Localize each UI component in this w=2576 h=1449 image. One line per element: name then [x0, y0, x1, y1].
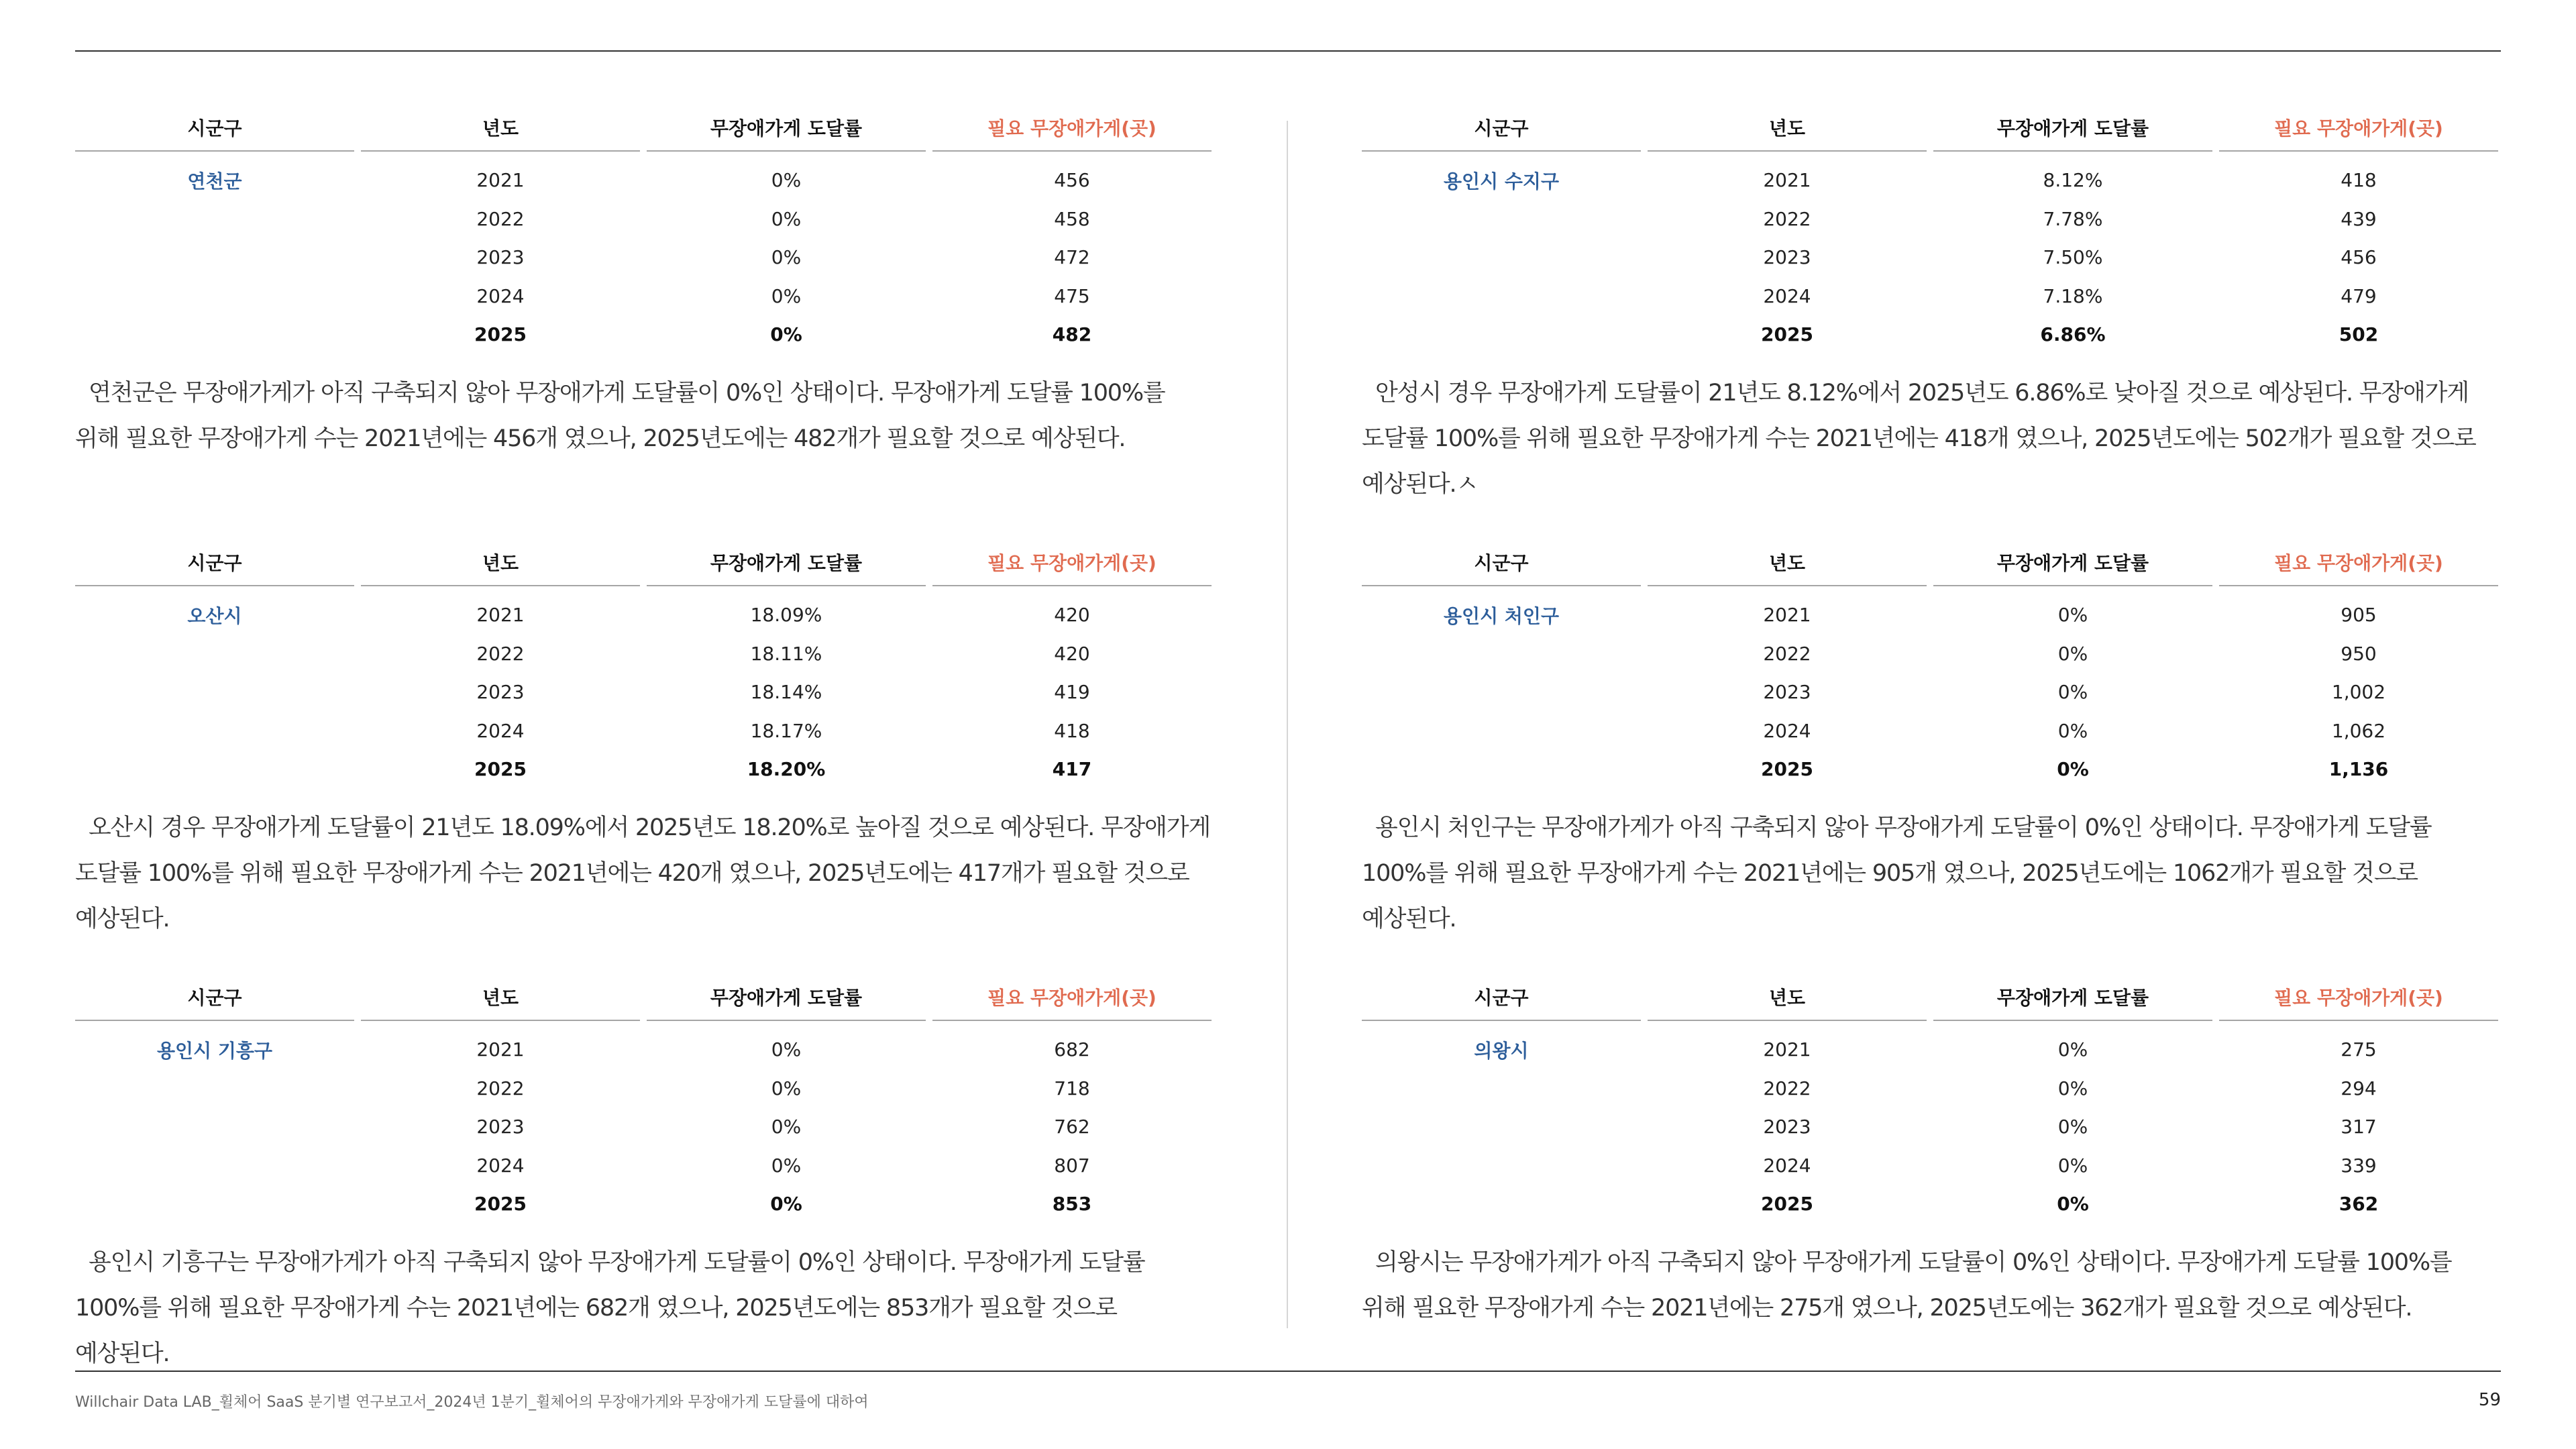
table-row — [75, 1108, 1214, 1146]
need-cell: 294 — [2341, 1077, 2377, 1099]
table-row-final — [1362, 315, 2501, 354]
rate-cell: 0% — [2057, 1077, 2088, 1099]
table-row — [75, 635, 1214, 674]
column-divider — [1287, 121, 1288, 1328]
rate-cell: 0% — [771, 1116, 802, 1138]
need-cell: 317 — [2341, 1116, 2377, 1138]
table-row — [1362, 238, 2501, 277]
rate-cell: 0% — [771, 1077, 802, 1099]
year-cell: 2025 — [1761, 758, 1813, 781]
table-row — [1362, 1030, 2501, 1069]
header-region: 시군구 — [1362, 114, 1641, 152]
header-year: 년도 — [361, 549, 640, 586]
rate-cell: 0% — [771, 284, 802, 307]
rate-cell: 0% — [2057, 1193, 2089, 1216]
header-year: 년도 — [1648, 114, 1927, 152]
table-header — [75, 549, 1214, 586]
need-cell: 439 — [2341, 207, 2377, 230]
header-year: 년도 — [1648, 983, 1927, 1021]
header-region: 시군구 — [75, 549, 354, 586]
need-cell: 456 — [2341, 246, 2377, 269]
header-region: 시군구 — [75, 983, 354, 1021]
table-row — [75, 277, 1214, 316]
table-row — [1362, 161, 2501, 200]
rate-cell: 0% — [2057, 758, 2089, 781]
need-cell: 456 — [1054, 169, 1090, 192]
table-row — [75, 1146, 1214, 1185]
rate-cell: 0% — [2057, 681, 2088, 704]
region-name: 오산시 — [187, 604, 242, 627]
table-row-final — [1362, 1185, 2501, 1224]
need-cell: 762 — [1054, 1116, 1090, 1138]
need-cell: 475 — [1054, 284, 1090, 307]
rate-cell: 0% — [2057, 1038, 2088, 1061]
header-rate: 무장애가게 도달률 — [647, 114, 926, 152]
summary-paragraph: 연천군은 무장애가게가 아직 구축되지 않아 무장애가게 도달률이 0%인 상태이다. 무장애가게 도달률 100%를 위해 필요한 무장애가게 수는 2021년에는 456개 였으나, 2025년도에는 482개가 필요할 것으로 예상된다. — [75, 379, 1165, 452]
region-name: 의왕시 — [1474, 1039, 1529, 1062]
rate-cell: 7.78% — [2043, 207, 2103, 230]
rate-cell: 0% — [2057, 1154, 2088, 1177]
header-rate: 무장애가게 도달률 — [1933, 114, 2212, 152]
header-region: 시군구 — [1362, 983, 1641, 1021]
need-cell: 950 — [2341, 642, 2377, 665]
header-required-stores: 필요 무장애가게(곳) — [2219, 983, 2498, 1021]
need-cell: 807 — [1054, 1154, 1090, 1177]
summary-paragraph: 안성시 경우 무장애가게 도달률이 21년도 8.12%에서 2025년도 6.86%로 낮아질 것으로 예상된다. 무장애가게 도달률 100%를 위해 필요한 무장애가게 수는 2021년에는 418개 였으나, 2025년도에는 502개가 필요할 것으로 예상된다.ㅅ — [1362, 379, 2476, 498]
header-region: 시군구 — [75, 114, 354, 152]
table-row — [1362, 712, 2501, 751]
need-cell: 420 — [1054, 604, 1090, 627]
rate-cell: 0% — [771, 169, 802, 192]
year-cell: 2024 — [1763, 284, 1811, 307]
table-row — [1362, 277, 2501, 316]
table-row — [1362, 1108, 2501, 1146]
table-block-osan — [75, 549, 1214, 942]
year-cell: 2025 — [474, 323, 527, 346]
rate-cell: 0% — [2057, 719, 2088, 742]
year-cell: 2023 — [476, 246, 525, 269]
need-cell: 472 — [1054, 246, 1090, 269]
year-cell: 2022 — [1763, 207, 1811, 230]
year-cell: 2025 — [1761, 323, 1813, 346]
table-block-cheoin — [1362, 549, 2501, 942]
year-cell: 2022 — [1763, 642, 1811, 665]
header-rate: 무장애가게 도달률 — [1933, 983, 2212, 1021]
year-cell: 2023 — [1763, 246, 1811, 269]
need-cell: 682 — [1054, 1038, 1090, 1061]
rate-cell: 18.20% — [747, 758, 826, 781]
header-required-stores: 필요 무장애가게(곳) — [932, 983, 1212, 1021]
need-cell: 417 — [1052, 758, 1092, 781]
region-name: 용인시 기흥구 — [156, 1039, 273, 1062]
need-cell: 458 — [1054, 207, 1090, 230]
year-cell: 2022 — [476, 207, 525, 230]
rate-cell: 7.18% — [2043, 284, 2103, 307]
table-header — [1362, 549, 2501, 586]
summary-paragraph: 용인시 기흥구는 무장애가게가 아직 구축되지 않아 무장애가게 도달률이 0%인 상태이다. 무장애가게 도달률 100%를 위해 필요한 무장애가게 수는 2021년에는 682개 였으나, 2025년도에는 853개가 필요할 것으로 예상된다. — [75, 1248, 1145, 1367]
year-cell: 2021 — [1763, 1038, 1811, 1061]
table-block-uiwang — [1362, 983, 2501, 1331]
header-required-stores: 필요 무장애가게(곳) — [2219, 549, 2498, 586]
year-cell: 2025 — [1761, 1193, 1813, 1216]
table-row-final — [75, 750, 1214, 789]
footer-report-title: Willchair Data LAB_휠체어 SaaS 분기별 연구보고서_2024년 1분기_휠체어의 무장애가게와 무장애가게 도달률에 대하여 — [75, 1394, 869, 1411]
year-cell: 2024 — [476, 1154, 525, 1177]
rate-cell: 0% — [771, 1038, 802, 1061]
header-year: 년도 — [361, 114, 640, 152]
year-cell: 2021 — [476, 604, 525, 627]
table-row — [1362, 635, 2501, 674]
region-name: 연천군 — [187, 170, 242, 193]
rate-cell: 8.12% — [2043, 169, 2103, 192]
top-rule — [75, 50, 2501, 52]
table-block-giheung — [75, 983, 1214, 1377]
year-cell: 2023 — [1763, 681, 1811, 704]
year-cell: 2024 — [476, 284, 525, 307]
table-row — [75, 238, 1214, 277]
table-row-final — [75, 315, 1214, 354]
table-block-yeoncheon — [75, 114, 1214, 462]
header-rate: 무장애가게 도달률 — [1933, 549, 2212, 586]
header-year: 년도 — [361, 983, 640, 1021]
year-cell: 2022 — [1763, 1077, 1811, 1099]
need-cell: 418 — [2341, 169, 2377, 192]
table-header — [1362, 114, 2501, 152]
need-cell: 482 — [1052, 323, 1092, 346]
year-cell: 2024 — [1763, 1154, 1811, 1177]
header-required-stores: 필요 무장애가게(곳) — [932, 114, 1212, 152]
year-cell: 2021 — [476, 169, 525, 192]
rate-cell: 0% — [771, 1154, 802, 1177]
need-cell: 418 — [1054, 719, 1090, 742]
rate-cell: 0% — [770, 323, 802, 346]
header-year: 년도 — [1648, 549, 1927, 586]
year-cell: 2023 — [476, 681, 525, 704]
table-row — [75, 161, 1214, 200]
table-row — [75, 596, 1214, 635]
year-cell: 2021 — [1763, 604, 1811, 627]
need-cell: 419 — [1054, 681, 1090, 704]
table-row — [1362, 673, 2501, 712]
rate-cell: 7.50% — [2043, 246, 2103, 269]
header-rate: 무장애가게 도달률 — [647, 983, 926, 1021]
need-cell: 1,136 — [2328, 758, 2389, 781]
year-cell: 2021 — [476, 1038, 525, 1061]
table-row — [1362, 200, 2501, 239]
rate-cell: 18.17% — [750, 719, 822, 742]
table-header — [1362, 983, 2501, 1021]
year-cell: 2025 — [474, 758, 527, 781]
table-row — [75, 673, 1214, 712]
region-name: 용인시 수지구 — [1443, 170, 1560, 193]
header-rate: 무장애가게 도달률 — [647, 549, 926, 586]
year-cell: 2022 — [476, 1077, 525, 1099]
need-cell: 905 — [2341, 604, 2377, 627]
rate-cell: 0% — [2057, 1116, 2088, 1138]
header-region: 시군구 — [1362, 549, 1641, 586]
bottom-rule — [75, 1371, 2501, 1372]
rate-cell: 6.86% — [2040, 323, 2106, 346]
rate-cell: 0% — [2057, 604, 2088, 627]
summary-paragraph: 오산시 경우 무장애가게 도달률이 21년도 18.09%에서 2025년도 18.20%로 높아질 것으로 예상된다. 무장애가게 도달률 100%를 위해 필요한 무장애가게 수는 2021년에는 420개 였으나, 2025년도에는 417개가 필요할 것으로 예상된다. — [75, 814, 1210, 932]
need-cell: 362 — [2339, 1193, 2379, 1216]
table-row — [1362, 596, 2501, 635]
rate-cell: 0% — [771, 207, 802, 230]
summary-paragraph: 의왕시는 무장애가게가 아직 구축되지 않아 무장애가게 도달률이 0%인 상태이다. 무장애가게 도달률 100%를 위해 필요한 무장애가게 수는 2021년에는 275개 였으나, 2025년도에는 362개가 필요할 것으로 예상된다. — [1362, 1248, 2452, 1322]
table-row — [1362, 1069, 2501, 1108]
region-name: 용인시 처인구 — [1443, 604, 1560, 627]
need-cell: 1,002 — [2331, 681, 2386, 704]
rate-cell: 18.11% — [750, 642, 822, 665]
year-cell: 2021 — [1763, 169, 1811, 192]
year-cell: 2024 — [476, 719, 525, 742]
page-number: 59 — [2478, 1390, 2501, 1410]
table-header — [75, 983, 1214, 1021]
rate-cell: 0% — [771, 246, 802, 269]
need-cell: 339 — [2341, 1154, 2377, 1177]
need-cell: 853 — [1052, 1193, 1092, 1216]
year-cell: 2023 — [476, 1116, 525, 1138]
table-row — [75, 1069, 1214, 1108]
table-row-final — [75, 1185, 1214, 1224]
need-cell: 1,062 — [2331, 719, 2386, 742]
summary-paragraph: 용인시 처인구는 무장애가게가 아직 구축되지 않아 무장애가게 도달률이 0%인 상태이다. 무장애가게 도달률 100%를 위해 필요한 무장애가게 수는 2021년에는 905개 였으나, 2025년도에는 1062개가 필요할 것으로 예상된다. — [1362, 814, 2432, 932]
need-cell: 479 — [2341, 284, 2377, 307]
table-row — [75, 200, 1214, 239]
table-row-final — [1362, 750, 2501, 789]
table-row — [1362, 1146, 2501, 1185]
table-block-suji — [1362, 114, 2501, 507]
header-required-stores: 필요 무장애가게(곳) — [2219, 114, 2498, 152]
table-header — [75, 114, 1214, 152]
year-cell: 2022 — [476, 642, 525, 665]
table-row — [75, 1030, 1214, 1069]
need-cell: 275 — [2341, 1038, 2377, 1061]
rate-cell: 0% — [2057, 642, 2088, 665]
need-cell: 718 — [1054, 1077, 1090, 1099]
table-row — [75, 712, 1214, 751]
need-cell: 502 — [2339, 323, 2379, 346]
rate-cell: 0% — [770, 1193, 802, 1216]
year-cell: 2025 — [474, 1193, 527, 1216]
header-required-stores: 필요 무장애가게(곳) — [932, 549, 1212, 586]
rate-cell: 18.14% — [750, 681, 822, 704]
year-cell: 2023 — [1763, 1116, 1811, 1138]
year-cell: 2024 — [1763, 719, 1811, 742]
rate-cell: 18.09% — [750, 604, 822, 627]
need-cell: 420 — [1054, 642, 1090, 665]
